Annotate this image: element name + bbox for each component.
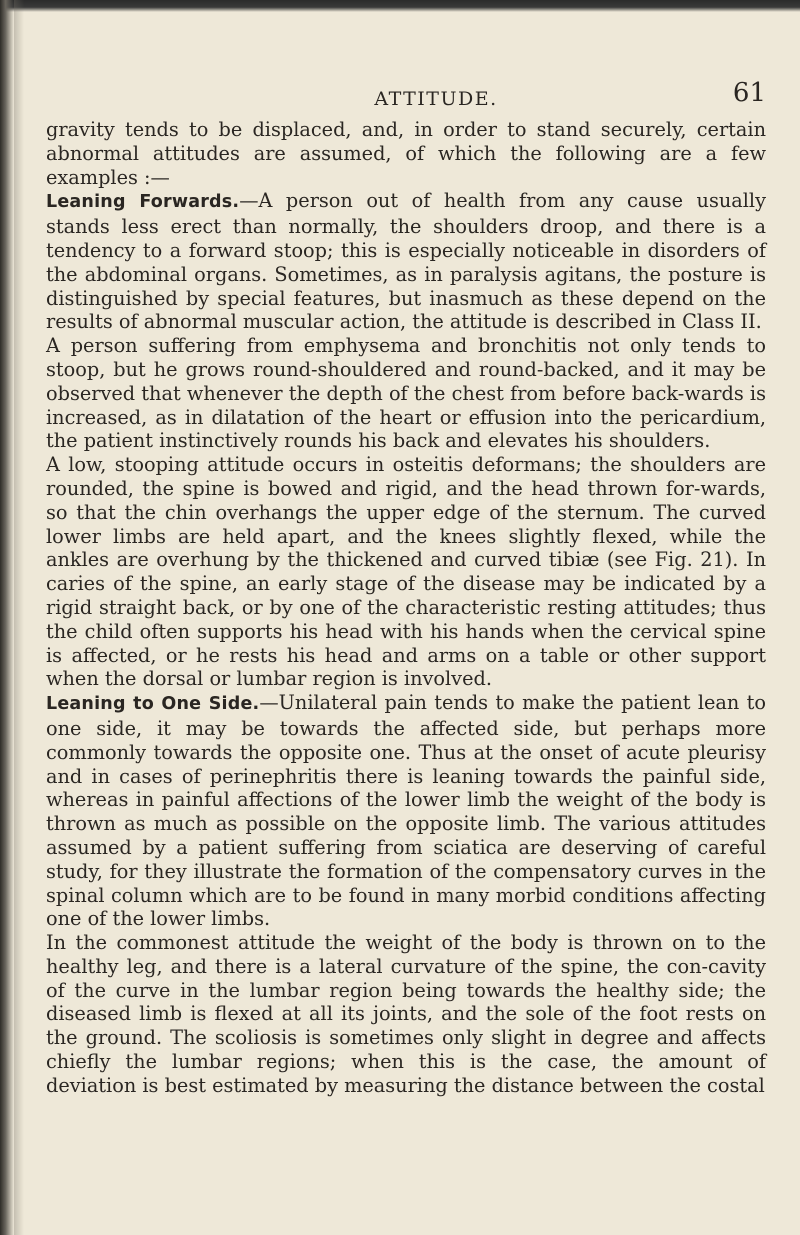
- paragraph-text: gravity tends to be displaced, and, in order to stand securely, certain abnormal attitudes are assumed, of which the following are a few examples :—: [46, 118, 766, 189]
- paragraph: [46, 189, 766, 334]
- book-page: [46, 78, 766, 1098]
- paragraph-text: —Unilateral pain tends to make the patient lean to one side, it may be towards the affected side, but perhaps more commonly towards the opposite one. Thus at the onset of acute pleurisy and in cases of perinephritis there is leaning towards the painful side, whereas in painful affections of the lower limb the weight of the body is thrown as much as possible on the opposite limb. The various attitudes assumed by a patient suffering from sciatica are deserving of careful study, for they illustrate the formation of the compensatory curves in the spinal column which are to be found in many morbid conditions affecting one of the lower limbs.: [46, 691, 766, 931]
- paragraph: [46, 334, 766, 453]
- running-head: ATTITUDE.: [374, 88, 498, 110]
- section-run-in-heading: Leaning to One Side.: [46, 694, 260, 715]
- paragraph-text: A low, stooping attitude occurs in osteitis deformans; the shoulders are rounded, the spine is bowed and rigid, and the head thrown for-wards, so that the chin overhangs the upper edge of the sternum. The curved lower limbs are held apart, and the knees slightly flexed, while the ankles are overhung by the thickened and curved tibiæ (see Fig. 21). In caries of the spine, an early stage of the disease may be indicated by a rigid straight back, or by one of the characteristic resting attitudes; thus the child often supports his head with his hands when the cervical spine is affected, or he rests his head and arms on a table or other support when the dorsal or lumbar region is involved.: [46, 453, 766, 691]
- body-text: [46, 118, 766, 1098]
- paragraph: [46, 691, 766, 931]
- paragraph-text: —A person out of health from any cause usually stands less erect than normally, the shoulders droop, and there is a tendency to a forward stoop; this is especially noticeable in disorders of the abdominal organs. Sometimes, as in paralysis agitans, the posture is distinguished by special features, but inasmuch as these depend on the results of abnormal muscular action, the attitude is described in Class II.: [46, 189, 766, 334]
- section-run-in-heading: Leaning Forwards.: [46, 192, 240, 213]
- book-binding-shadow: [0, 0, 14, 1235]
- page-header: [46, 78, 766, 118]
- book-gutter-shadow: [14, 0, 24, 1235]
- paragraph: [46, 118, 766, 189]
- page-edge-shadow-top: [0, 0, 800, 12]
- paragraph-text: A person suffering from emphysema and bronchitis not only tends to stoop, but he grows round-shouldered and round-backed, and it may be observed that whenever the depth of the chest from before back-wards is increased, as in dilatation of the heart or effusion into the pericardium, the patient instinctively rounds his back and elevates his shoulders.: [46, 334, 766, 453]
- paragraph-text: In the commonest attitude the weight of the body is thrown on to the healthy leg, and there is a lateral curvature of the spine, the con-cavity of the curve in the lumbar region being towards the healthy side; the diseased limb is flexed at all its joints, and the sole of the foot rests on the ground. The scoliosis is sometimes only slight in degree and affects chiefly the lumbar regions; when this is the case, the amount of deviation is best estimated by measuring the distance between the costal: [46, 931, 766, 1097]
- paragraph: [46, 931, 766, 1098]
- page-number: 61: [732, 78, 766, 108]
- paragraph: [46, 453, 766, 691]
